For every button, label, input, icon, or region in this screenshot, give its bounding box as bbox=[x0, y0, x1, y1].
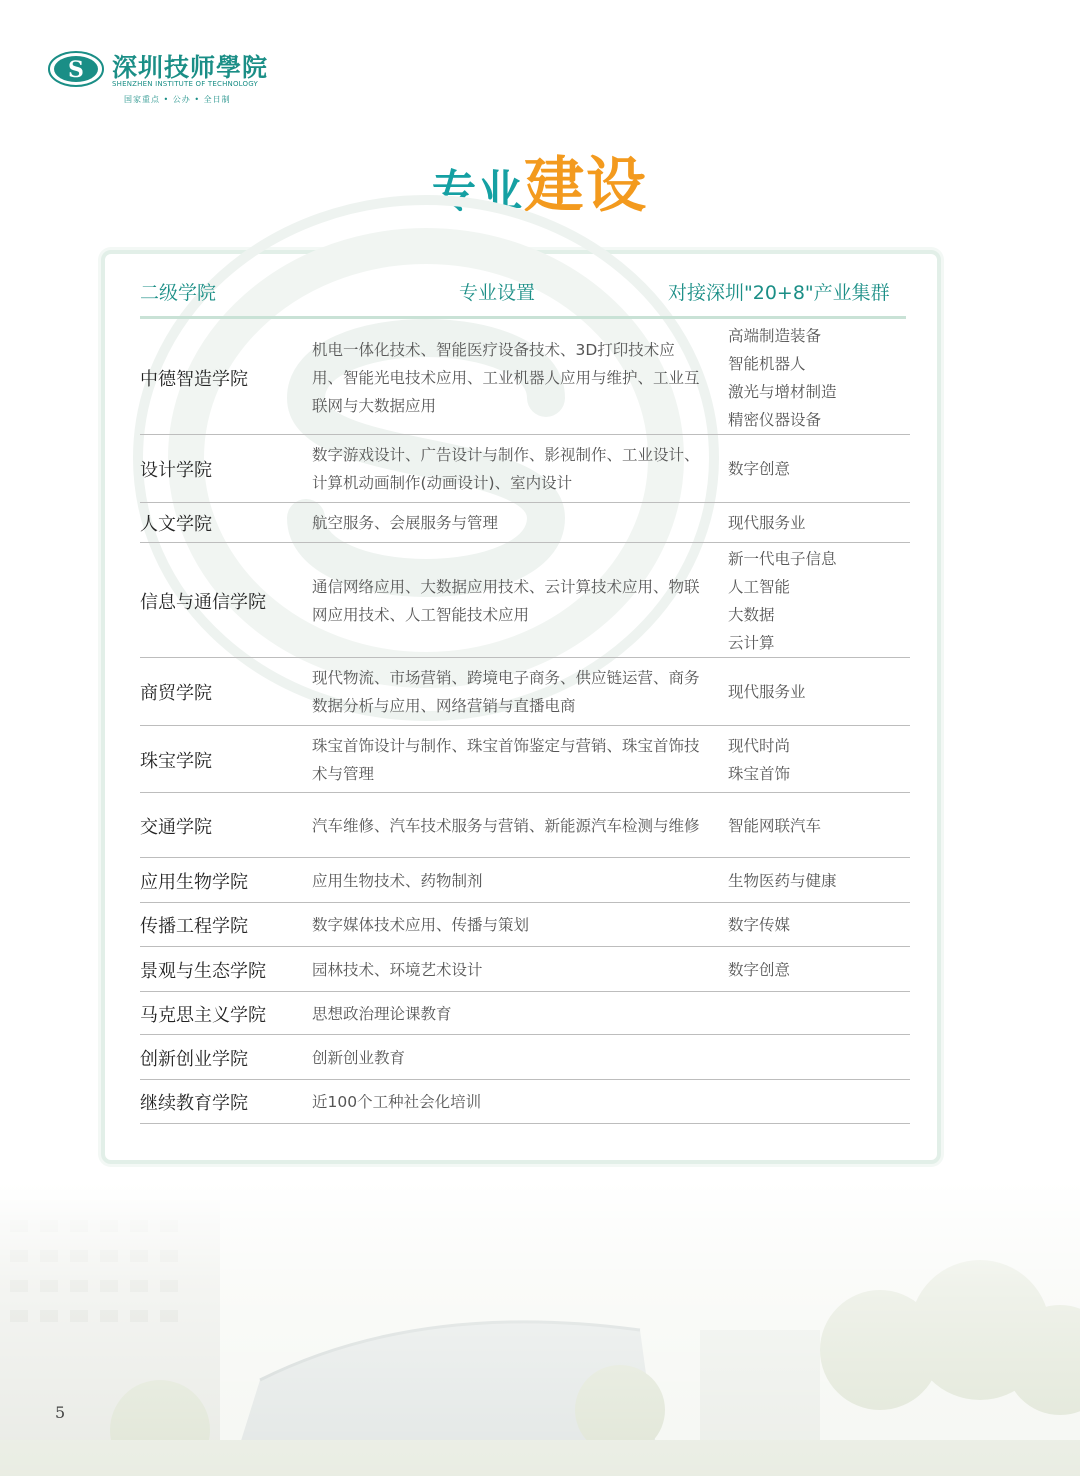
cluster-item: 大数据 bbox=[728, 605, 775, 624]
cluster-item: 数字创意 bbox=[728, 960, 791, 979]
college-name: 景观与生态学院 bbox=[140, 960, 266, 982]
school-logo bbox=[48, 44, 288, 106]
college-name: 马克思主义学院 bbox=[140, 1004, 266, 1026]
college-name: 创新创业学院 bbox=[140, 1048, 248, 1070]
majors-list: 数字游戏设计、广告设计与制作、影视制作、工业设计、计算机动画制作(动画设计)、室内设计 bbox=[312, 446, 700, 492]
table-row bbox=[140, 726, 910, 793]
school-tagline: 国家重点 • 公办 • 全日制 bbox=[124, 95, 231, 104]
majors-list: 航空服务、会展服务与管理 bbox=[312, 514, 499, 532]
industry-clusters bbox=[728, 509, 908, 537]
cluster-item: 现代服务业 bbox=[728, 514, 806, 532]
majors-list: 思想政治理论课教育 bbox=[312, 1004, 452, 1023]
school-emblem-icon bbox=[48, 50, 104, 88]
college-name: 中德智造学院 bbox=[140, 368, 248, 390]
title-part-1: 专业 bbox=[432, 166, 524, 217]
college-name: 设计学院 bbox=[140, 460, 212, 481]
cluster-item: 数字创意 bbox=[728, 460, 791, 478]
majors-list: 近100个工种社会化培训 bbox=[312, 1093, 482, 1111]
industry-clusters bbox=[728, 732, 908, 788]
college-name: 传播工程学院 bbox=[140, 916, 248, 937]
majors-list: 数字媒体技术应用、传播与策划 bbox=[312, 916, 530, 934]
cluster-item: 新一代电子信息 bbox=[728, 549, 837, 568]
cluster-item: 现代时尚 bbox=[728, 736, 791, 755]
table-row bbox=[140, 858, 910, 903]
table-row bbox=[140, 435, 910, 503]
svg-text:S: S bbox=[68, 57, 84, 83]
campus-background-image bbox=[0, 1180, 1080, 1476]
table-row bbox=[140, 992, 910, 1035]
table-row bbox=[140, 793, 910, 858]
college-name: 信息与通信学院 bbox=[140, 591, 266, 613]
majors-list: 创新创业教育 bbox=[312, 1048, 406, 1067]
majors-list: 机电一体化技术、智能医疗设备技术、3D打印技术应用、智能光电技术应用、工业机器人应用与维护、工业互联网与大数据应用 bbox=[312, 340, 700, 415]
cluster-item: 激光与增材制造 bbox=[728, 382, 837, 401]
row-divider bbox=[140, 1123, 910, 1124]
header-industry-cluster: 对接深圳"20+8"产业集群 bbox=[668, 282, 890, 304]
school-english-name: SHENZHEN INSTITUTE OF TECHNOLOGY bbox=[112, 80, 258, 88]
cluster-item: 人工智能 bbox=[728, 577, 791, 596]
table-row bbox=[140, 543, 910, 658]
industry-clusters bbox=[728, 956, 908, 984]
header-divider bbox=[140, 316, 906, 319]
college-name: 交通学院 bbox=[140, 816, 212, 838]
industry-clusters bbox=[728, 911, 908, 939]
majors-list: 应用生物技术、药物制剂 bbox=[312, 871, 483, 890]
industry-clusters bbox=[728, 322, 908, 434]
header-majors: 专业设置 bbox=[459, 282, 536, 304]
table-row bbox=[140, 947, 910, 992]
cluster-item: 高端制造装备 bbox=[728, 326, 822, 345]
majors-list: 园林技术、环境艺术设计 bbox=[312, 960, 483, 979]
table-row bbox=[140, 1080, 910, 1124]
table-row bbox=[140, 1035, 910, 1080]
industry-clusters bbox=[728, 455, 908, 483]
table-row bbox=[140, 503, 910, 543]
majors-list: 珠宝首饰设计与制作、珠宝首饰鉴定与营销、珠宝首饰技术与管理 bbox=[312, 736, 700, 783]
cluster-item: 生物医药与健康 bbox=[728, 871, 837, 890]
college-name: 商贸学院 bbox=[140, 683, 212, 704]
college-name: 应用生物学院 bbox=[140, 871, 248, 893]
majors-list: 通信网络应用、大数据应用技术、云计算技术应用、物联网应用技术、人工智能技术应用 bbox=[312, 577, 700, 624]
cluster-item: 珠宝首饰 bbox=[728, 764, 791, 783]
college-name: 继续教育学院 bbox=[140, 1093, 248, 1114]
industry-clusters bbox=[728, 545, 908, 657]
header-college: 二级学院 bbox=[140, 282, 217, 304]
cluster-item: 云计算 bbox=[728, 633, 775, 652]
title-part-2: 建设 bbox=[524, 151, 648, 221]
page-number: 5 bbox=[55, 1403, 66, 1422]
cluster-item: 智能机器人 bbox=[728, 354, 806, 373]
cluster-item: 智能网联汽车 bbox=[728, 816, 822, 835]
cluster-item: 数字传媒 bbox=[728, 916, 791, 934]
industry-clusters bbox=[728, 678, 908, 706]
table-row bbox=[140, 320, 910, 435]
cluster-item: 精密仪器设备 bbox=[728, 410, 822, 429]
majors-list: 现代物流、市场营销、跨境电子商务、供应链运营、商务数据分析与应用、网络营销与直播电商 bbox=[312, 669, 700, 715]
table-row bbox=[140, 903, 910, 947]
table-row bbox=[140, 658, 910, 726]
industry-clusters bbox=[728, 867, 908, 895]
industry-clusters bbox=[728, 812, 908, 840]
college-name: 人文学院 bbox=[140, 514, 212, 535]
school-name: 深圳技师學院 bbox=[112, 53, 269, 82]
cluster-item: 现代服务业 bbox=[728, 683, 806, 701]
college-name: 珠宝学院 bbox=[140, 750, 212, 772]
majors-list: 汽车维修、汽车技术服务与营销、新能源汽车检测与维修 bbox=[312, 816, 700, 835]
